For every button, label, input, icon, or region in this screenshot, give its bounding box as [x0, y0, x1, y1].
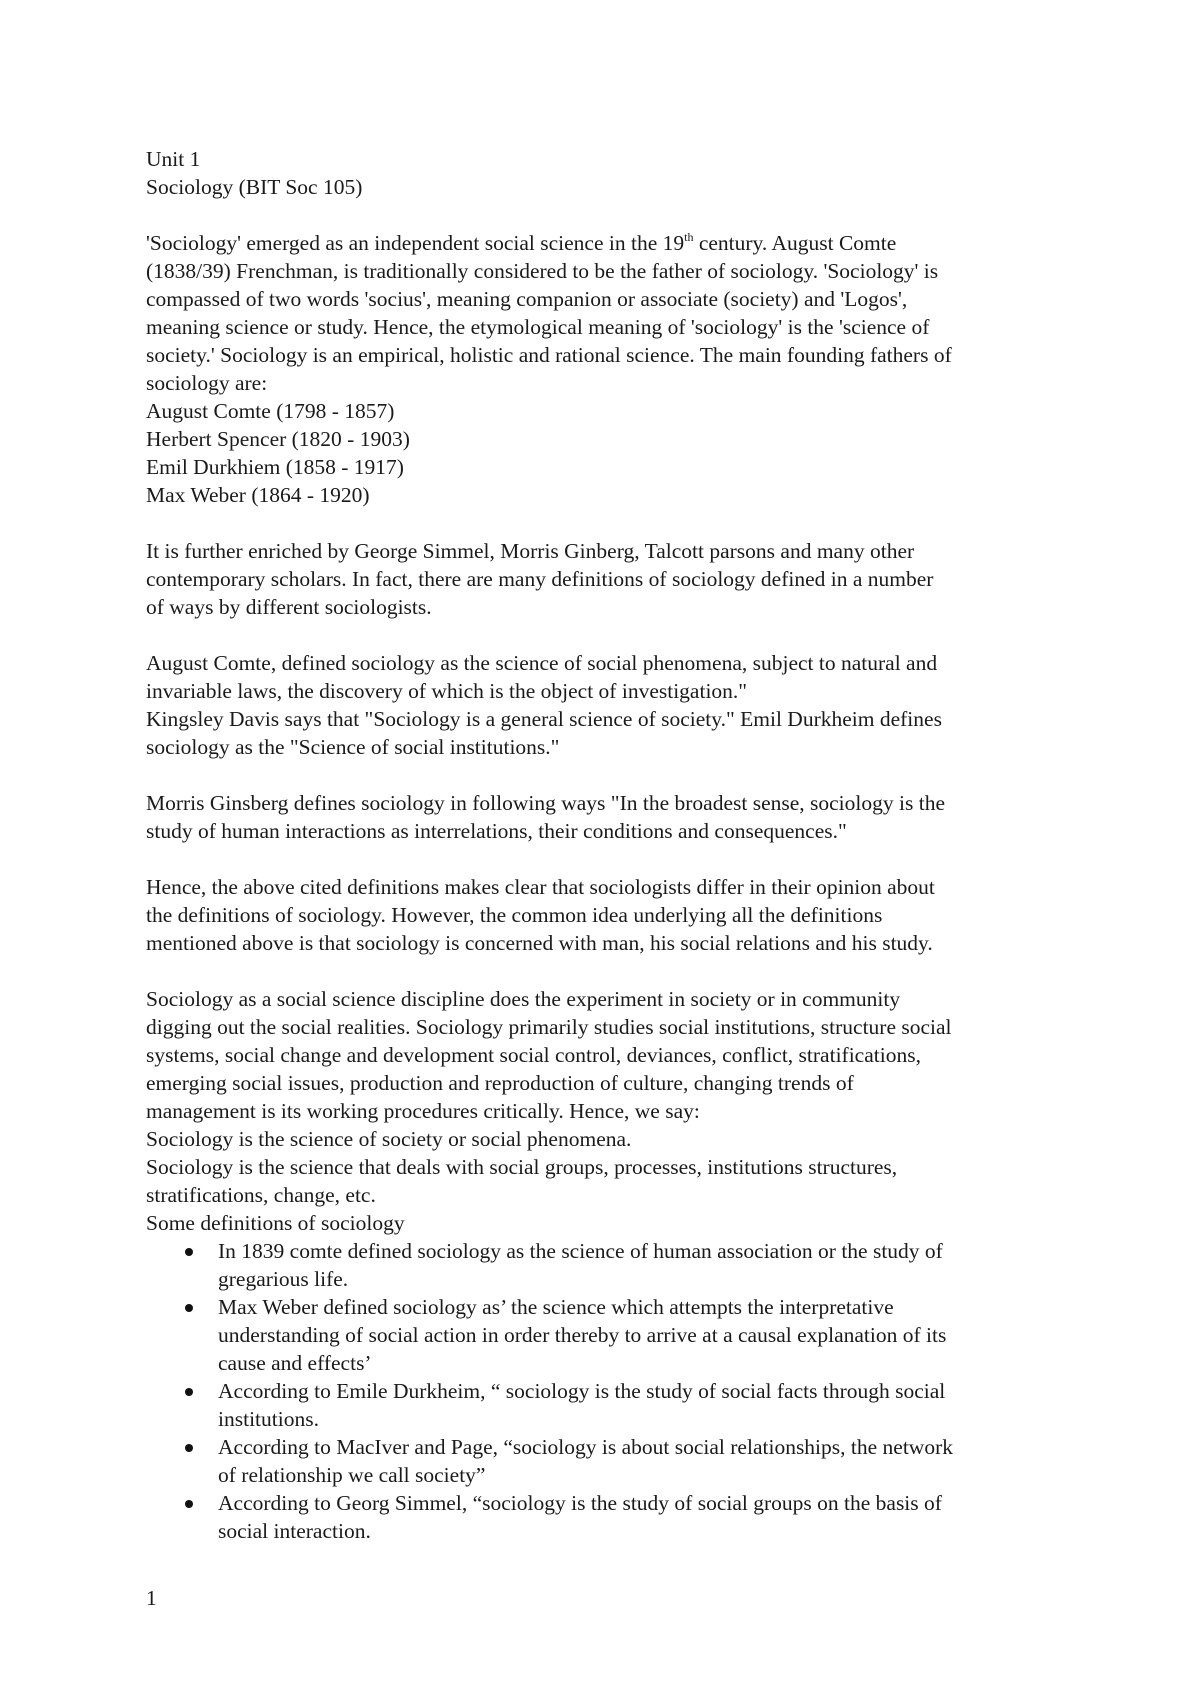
- paragraph-line: August Comte, defined sociology as the science of social phenomena, subject to natural and: [146, 651, 938, 675]
- paragraph-line: sociology as the "Science of social institutions.": [146, 735, 560, 759]
- paragraph-line: contemporary scholars. In fact, there are many definitions of sociology defined in a number: [146, 567, 934, 591]
- bullet-icon: [185, 1304, 193, 1312]
- definition-item: [146, 1433, 1086, 1489]
- document-body: [146, 145, 1086, 1545]
- definitions-list: [146, 1237, 1086, 1545]
- paragraph-line: Sociology is the science that deals with social groups, processes, institutions structures,: [146, 1155, 898, 1179]
- founder-item: Emil Durkhiem (1858 - 1917): [146, 455, 404, 479]
- paragraph-line: It is further enriched by George Simmel, Morris Ginberg, Talcott parsons and many other: [146, 539, 915, 563]
- definition-item: [146, 1293, 1086, 1377]
- paragraph-line: Kingsley Davis says that "Sociology is a general science of society." Emil Durkheim defines: [146, 707, 942, 731]
- bullet-icon: [185, 1500, 193, 1508]
- bullet-icon: [185, 1248, 193, 1256]
- definition-item: [146, 1377, 1086, 1433]
- paragraph-line: Sociology is the science of society or social phenomena.: [146, 1127, 632, 1151]
- definition-line: institutions.: [218, 1407, 319, 1431]
- unit-heading: Unit 1: [146, 147, 201, 171]
- definition-line: cause and effects’: [218, 1351, 372, 1375]
- paragraph-line: Morris Ginsberg defines sociology in following ways "In the broadest sense, sociology is the: [146, 791, 945, 815]
- definition-item: [146, 1489, 1086, 1545]
- paragraph-line: Hence, the above cited definitions makes clear that sociologists differ in their opinion about: [146, 875, 935, 899]
- enriched-paragraph: [146, 537, 1086, 621]
- spacer: [146, 845, 1086, 873]
- paragraph-line: stratifications, change, etc.: [146, 1183, 376, 1207]
- spacer: [146, 621, 1086, 649]
- paragraph-line: Sociology as a social science discipline does the experiment in society or in community: [146, 987, 901, 1011]
- definition-line: understanding of social action in order thereby to arrive at a causal explanation of its: [218, 1323, 947, 1347]
- definitions-heading: Some definitions of sociology: [146, 1211, 405, 1235]
- paragraph-line: of ways by different sociologists.: [146, 595, 432, 619]
- bullet-icon: [185, 1444, 193, 1452]
- bullet-icon: [185, 1388, 193, 1396]
- intro-line: compassed of two words 'socius', meaning companion or associate (society) and 'Logos',: [146, 287, 908, 311]
- intro-line: sociology are:: [146, 371, 268, 395]
- hence-paragraph: [146, 873, 1086, 957]
- ginsberg-paragraph: [146, 789, 1086, 845]
- ordinal-superscript: th: [684, 230, 694, 244]
- intro-line: (1838/39) Frenchman, is traditionally considered to be the father of sociology. 'Sociology' is: [146, 259, 939, 283]
- spacer: [146, 201, 1086, 229]
- founder-item: August Comte (1798 - 1857): [146, 399, 395, 423]
- definition-line: Max Weber defined sociology as’ the science which attempts the interpretative: [218, 1295, 894, 1319]
- course-heading: Sociology (BIT Soc 105): [146, 175, 363, 199]
- definition-line: According to Georg Simmel, “sociology is the study of social groups on the basis of: [218, 1491, 942, 1515]
- definition-line: of relationship we call society”: [218, 1463, 486, 1487]
- definition-line: According to Emile Durkheim, “ sociology is the study of social facts through social: [218, 1379, 946, 1403]
- intro-line: society.' Sociology is an empirical, holistic and rational science. The main founding fathers of: [146, 343, 952, 367]
- founder-item: Max Weber (1864 - 1920): [146, 483, 370, 507]
- discipline-paragraph: [146, 985, 1086, 1237]
- page-number: 1: [146, 1586, 157, 1610]
- comte-paragraph: [146, 649, 1086, 761]
- paragraph-line: systems, social change and development social control, deviances, conflict, stratifications,: [146, 1043, 921, 1067]
- intro-paragraph: [146, 229, 1086, 397]
- paragraph-line: mentioned above is that sociology is concerned with man, his social relations and his study.: [146, 931, 933, 955]
- spacer: [146, 957, 1086, 985]
- founders-list: [146, 397, 1086, 509]
- intro-line: 'Sociology' emerged as an independent social science in the 19th century. August Comte: [146, 230, 897, 255]
- paragraph-line: invariable laws, the discovery of which is the object of investigation.": [146, 679, 748, 703]
- definition-line: gregarious life.: [218, 1267, 349, 1291]
- definition-item: [146, 1237, 1086, 1293]
- spacer: [146, 509, 1086, 537]
- founder-item: Herbert Spencer (1820 - 1903): [146, 427, 410, 451]
- definition-line: According to MacIver and Page, “sociology is about social relationships, the network: [218, 1435, 953, 1459]
- intro-line: meaning science or study. Hence, the etymological meaning of 'sociology' is the 'science of: [146, 315, 930, 339]
- spacer: [146, 761, 1086, 789]
- paragraph-line: the definitions of sociology. However, the common idea underlying all the definitions: [146, 903, 883, 927]
- paragraph-line: emerging social issues, production and reproduction of culture, changing trends of: [146, 1071, 854, 1095]
- paragraph-line: management is its working procedures critically. Hence, we say:: [146, 1099, 700, 1123]
- paragraph-line: study of human interactions as interrelations, their conditions and consequences.": [146, 819, 847, 843]
- definition-line: social interaction.: [218, 1519, 371, 1543]
- definition-line: In 1839 comte defined sociology as the science of human association or the study of: [218, 1239, 943, 1263]
- paragraph-line: digging out the social realities. Sociology primarily studies social institutions, structure social: [146, 1015, 952, 1039]
